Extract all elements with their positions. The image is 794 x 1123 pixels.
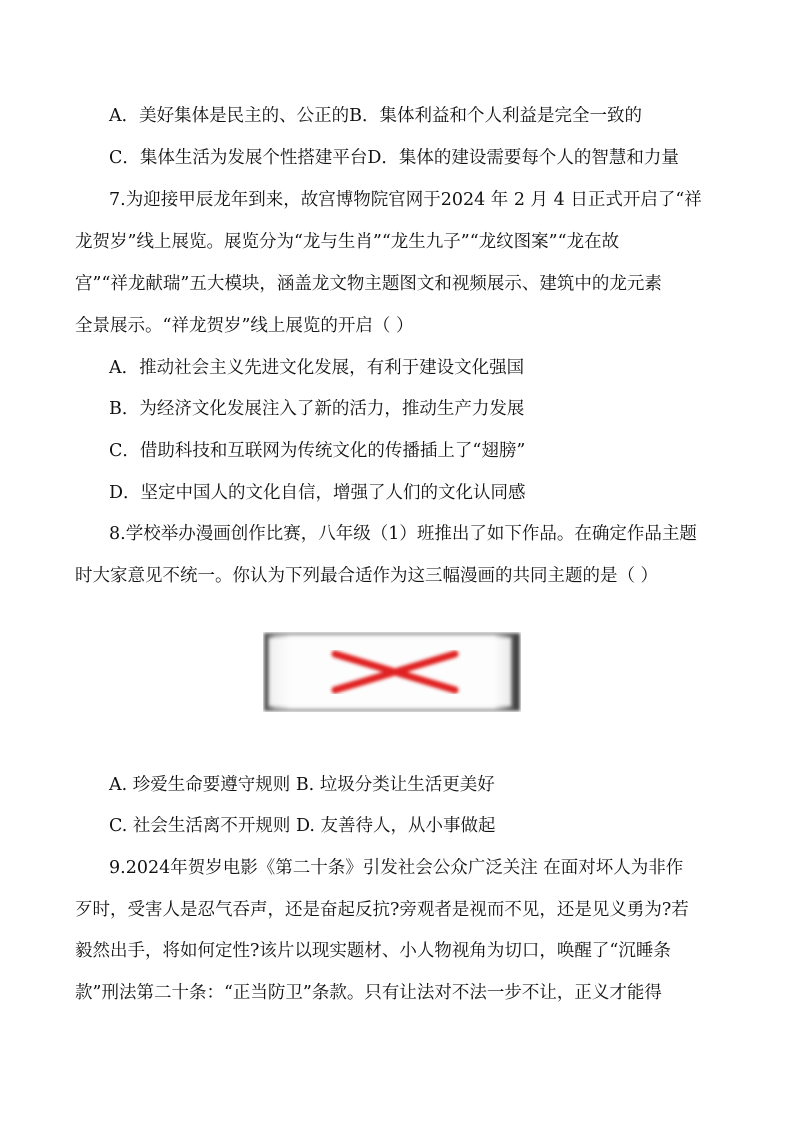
q7-stem-line-3: 宫”“祥龙献瑞”五大模块，涵盖龙文物主题图文和视频展示、建筑中的龙元素 [75,274,662,294]
q7-stem-line-4: 全景展示。“祥龙贺岁”线上展览的开启（ ） [75,316,414,336]
q8-options-ab: A. 珍爱生命要遵守规则 B. 垃圾分类让生活更美好 [109,775,495,795]
q7-option-c: C．借助科技和互联网为传统文化的传播插上了“翅膀” [109,441,526,461]
q9-stem-line-1: 9.2024年贺岁电影《第二十条》引发社会公众广泛关注 在面对坏人为非作 [109,858,684,878]
q7-option-a: A．推动社会主义先进文化发展，有利于建设文化强国 [109,358,525,378]
broken-image-icon [263,632,521,712]
q7-stem-line-2: 龙贺岁”线上展览。展览分为“龙与生肖”“龙生九子”“龙纹图案”“龙在故 [75,232,620,252]
q6-option-line-cd: C．集体生活为发展个性搭建平台D．集体的建设需要每个人的智慧和力量 [109,148,679,168]
q7-option-d: D．坚定中国人的文化自信，增强了人们的文化认同感 [109,483,526,503]
q9-stem-line-3: 毅然出手，将如何定性?该片以现实题材、小人物视角为切口，唤醒了“沉睡条 [75,941,671,961]
q8-stem-line-1: 8.学校举办漫画创作比赛，八年级（1）班推出了如下作品。在确定作品主题 [109,524,697,544]
q8-options-cd: C. 社会生活离不开规则 D. 友善待人，从小事做起 [109,816,496,836]
q9-stem-line-4: 款”刑法第二十条：“正当防卫”条款。只有让法对不法一步不让，正义才能得 [75,983,662,1003]
q9-stem-line-2: 歹时，受害人是忍气吞声，还是奋起反抗?旁观者是视而不见，还是见义勇为?若 [75,900,689,920]
q8-stem-line-2: 时大家意见不统一。你认为下列最合适作为这三幅漫画的共同主题的是（ ） [75,566,659,586]
q7-option-b: B．为经济文化发展注入了新的活力，推动生产力发展 [109,399,525,419]
q7-stem-line-1: 7.为迎接甲辰龙年到来，故宫博物院官网于2024 年 2 月 4 日正式开启了“祥 [109,190,702,210]
q8-comic-image-placeholder [263,632,521,712]
q6-option-line-ab: A．美好集体是民主的、公正的B．集体利益和个人利益是完全一致的 [109,106,642,126]
